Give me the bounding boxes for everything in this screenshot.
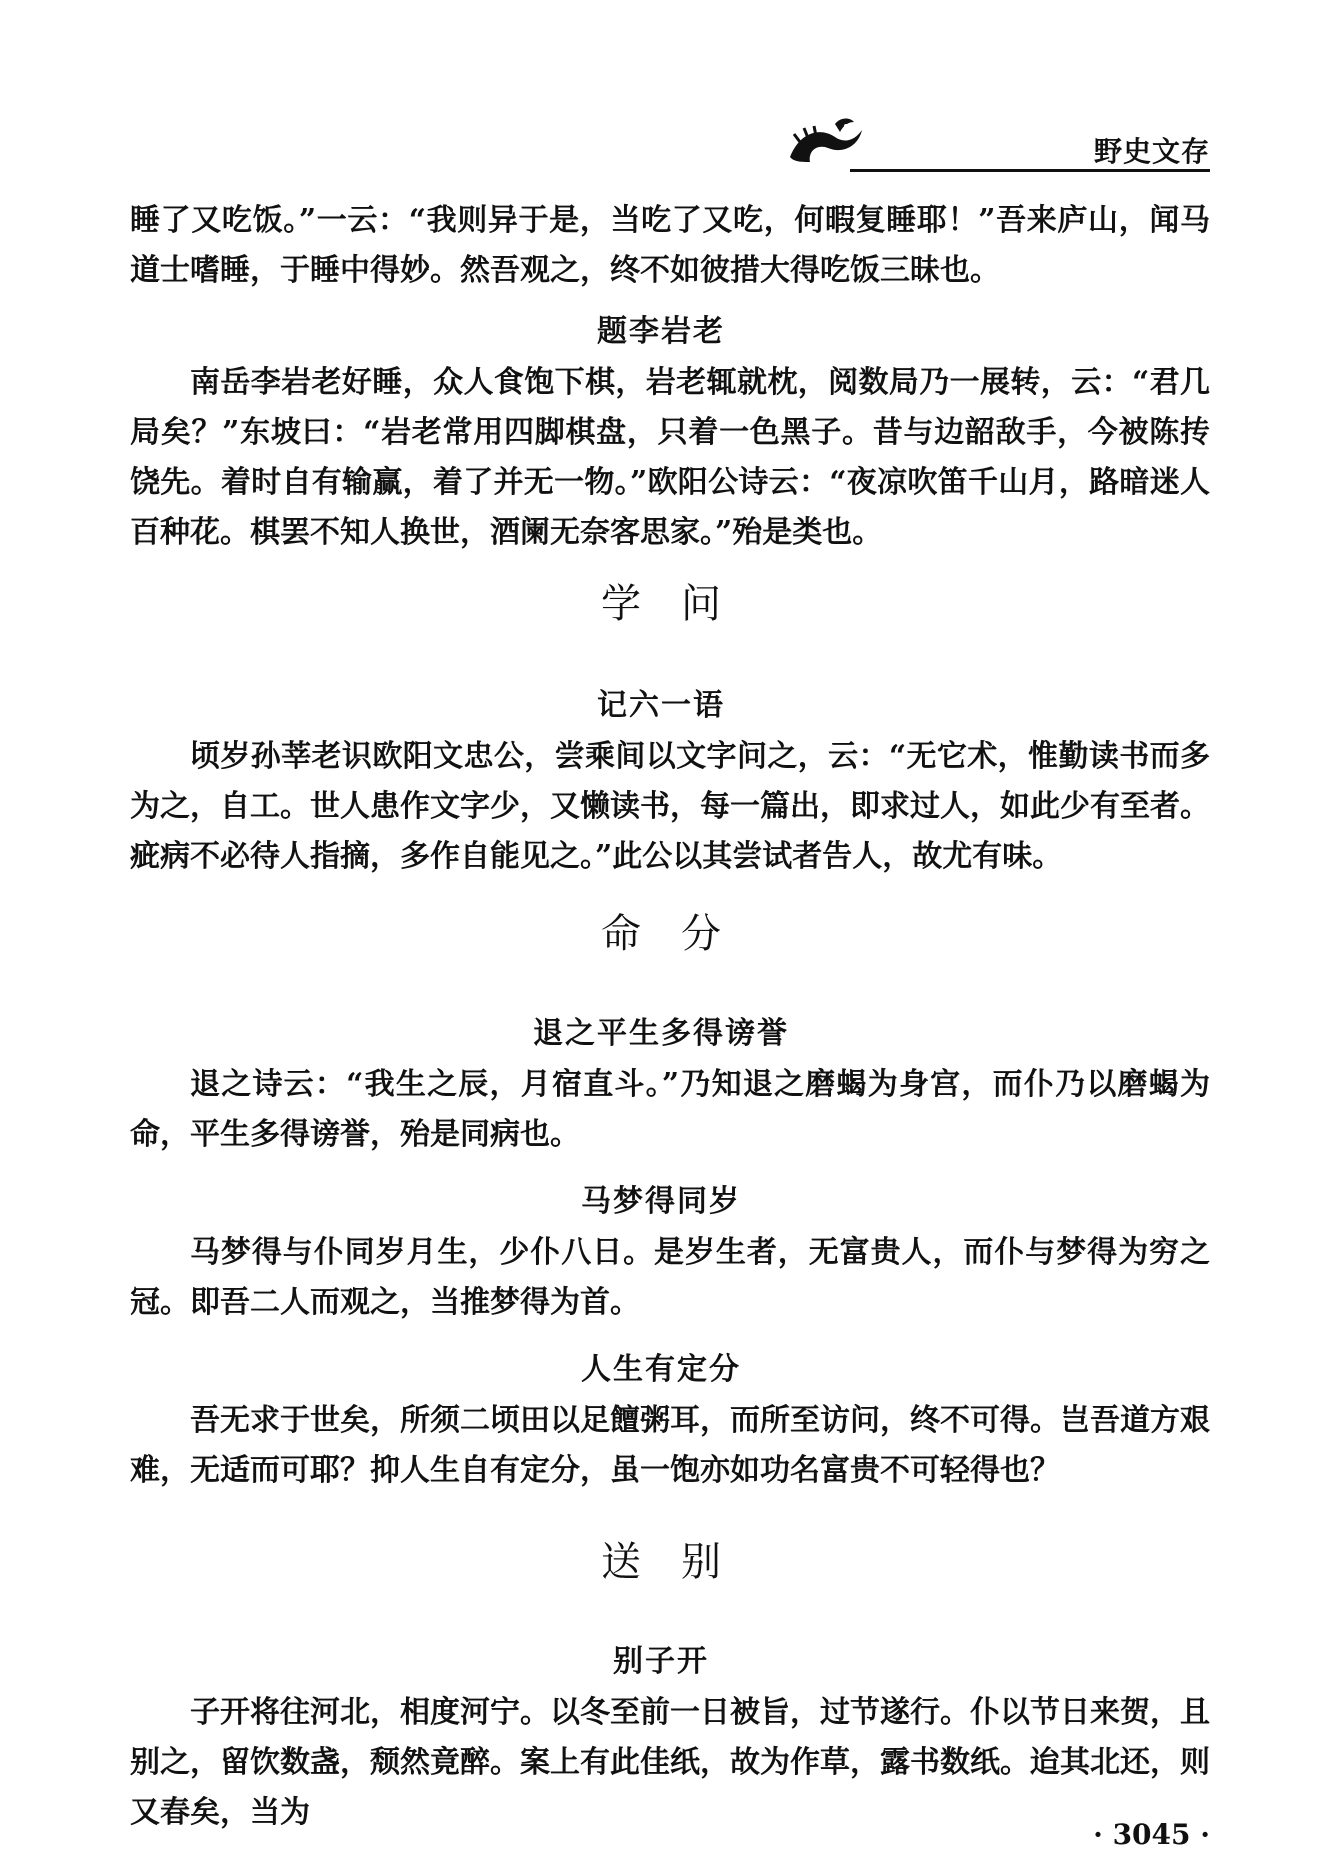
article-title: 记六一语 — [597, 688, 725, 723]
section-title: 命分 — [601, 911, 761, 957]
article-title: 退之平生多得谤誉 — [533, 1016, 789, 1051]
article-title: 题李岩老 — [597, 314, 725, 349]
paragraph-text: 吾无求于世矣，所须二顷田以足饘粥耳，而所至访问，终不可得。岂吾道方艰难，无适而可耶？抑人生自有定分，虽一饱亦如功名富贵不可轻得也？ — [130, 1403, 1210, 1488]
paragraph-text: 睡了又吃饭。”一云：“我则异于是，当吃了又吃，何暇复睡耶！”吾来庐山，闻马道士嗜睡，于睡中得妙。然吾观之，终不如彼措大得吃饭三昧也。 — [130, 203, 1210, 288]
paragraph — [130, 1060, 1210, 1160]
article-title: 马梦得同岁 — [581, 1184, 741, 1219]
paragraph-text: 退之诗云：“我生之辰，月宿直斗。”乃知退之磨蝎为身宫，而仆乃以磨蝎为命，平生多得谤誉，殆是同病也。 — [130, 1067, 1210, 1152]
paragraph-continued — [130, 196, 1210, 296]
header-rule — [850, 169, 1210, 172]
header-title: 野史文存 — [1093, 135, 1210, 168]
article-title: 别子开 — [613, 1644, 709, 1679]
running-header — [780, 112, 1210, 172]
paragraph — [130, 1396, 1210, 1496]
paragraph-text: 顷岁孙莘老识欧阳文忠公，尝乘间以文字问之，云：“无它术，惟勤读书而多为之，自工。世人患作文字少，又懒读书，每一篇出，即求过人，如此少有至者。疵病不必待人指摘，多作自能见之。”此公以其尝试者告人，故尤有味。 — [130, 739, 1210, 874]
paragraph — [130, 1688, 1210, 1838]
paragraph — [130, 1228, 1210, 1328]
paragraph-text: 马梦得与仆同岁月生，少仆八日。是岁生者，无富贵人，而仆与梦得为穷之冠。即吾二人而观之，当推梦得为首。 — [130, 1235, 1210, 1320]
page-number: · 3045 · — [1093, 1818, 1210, 1851]
article-title: 人生有定分 — [581, 1352, 741, 1387]
paragraph — [130, 732, 1210, 882]
section-title: 送别 — [601, 1539, 761, 1585]
section-title: 学问 — [601, 581, 761, 627]
paragraph — [130, 358, 1210, 558]
paragraph-text: 南岳李岩老好睡，众人食饱下棋，岩老辄就枕，阅数局乃一展转，云：“君几局矣？”东坡曰：“岩老常用四脚棋盘，只着一色黑子。昔与边韶敌手，今被陈抟饶先。着时自有输赢，着了并无一物。”欧阳公诗云：“夜凉吹笛千山月，路暗迷人百种花。棋罢不知人换世，酒阑无奈客思家。”殆是类也。 — [130, 365, 1210, 550]
paragraph-text: 子开将往河北，相度河宁。以冬至前一日被旨，过节遂行。仆以节日来贺，且别之，留饮数盏，颓然竟醉。案上有此佳纸，故为作草，露书数纸。迨其北还，则又春矣，当为 — [130, 1695, 1210, 1830]
dragon-icon — [780, 112, 870, 172]
